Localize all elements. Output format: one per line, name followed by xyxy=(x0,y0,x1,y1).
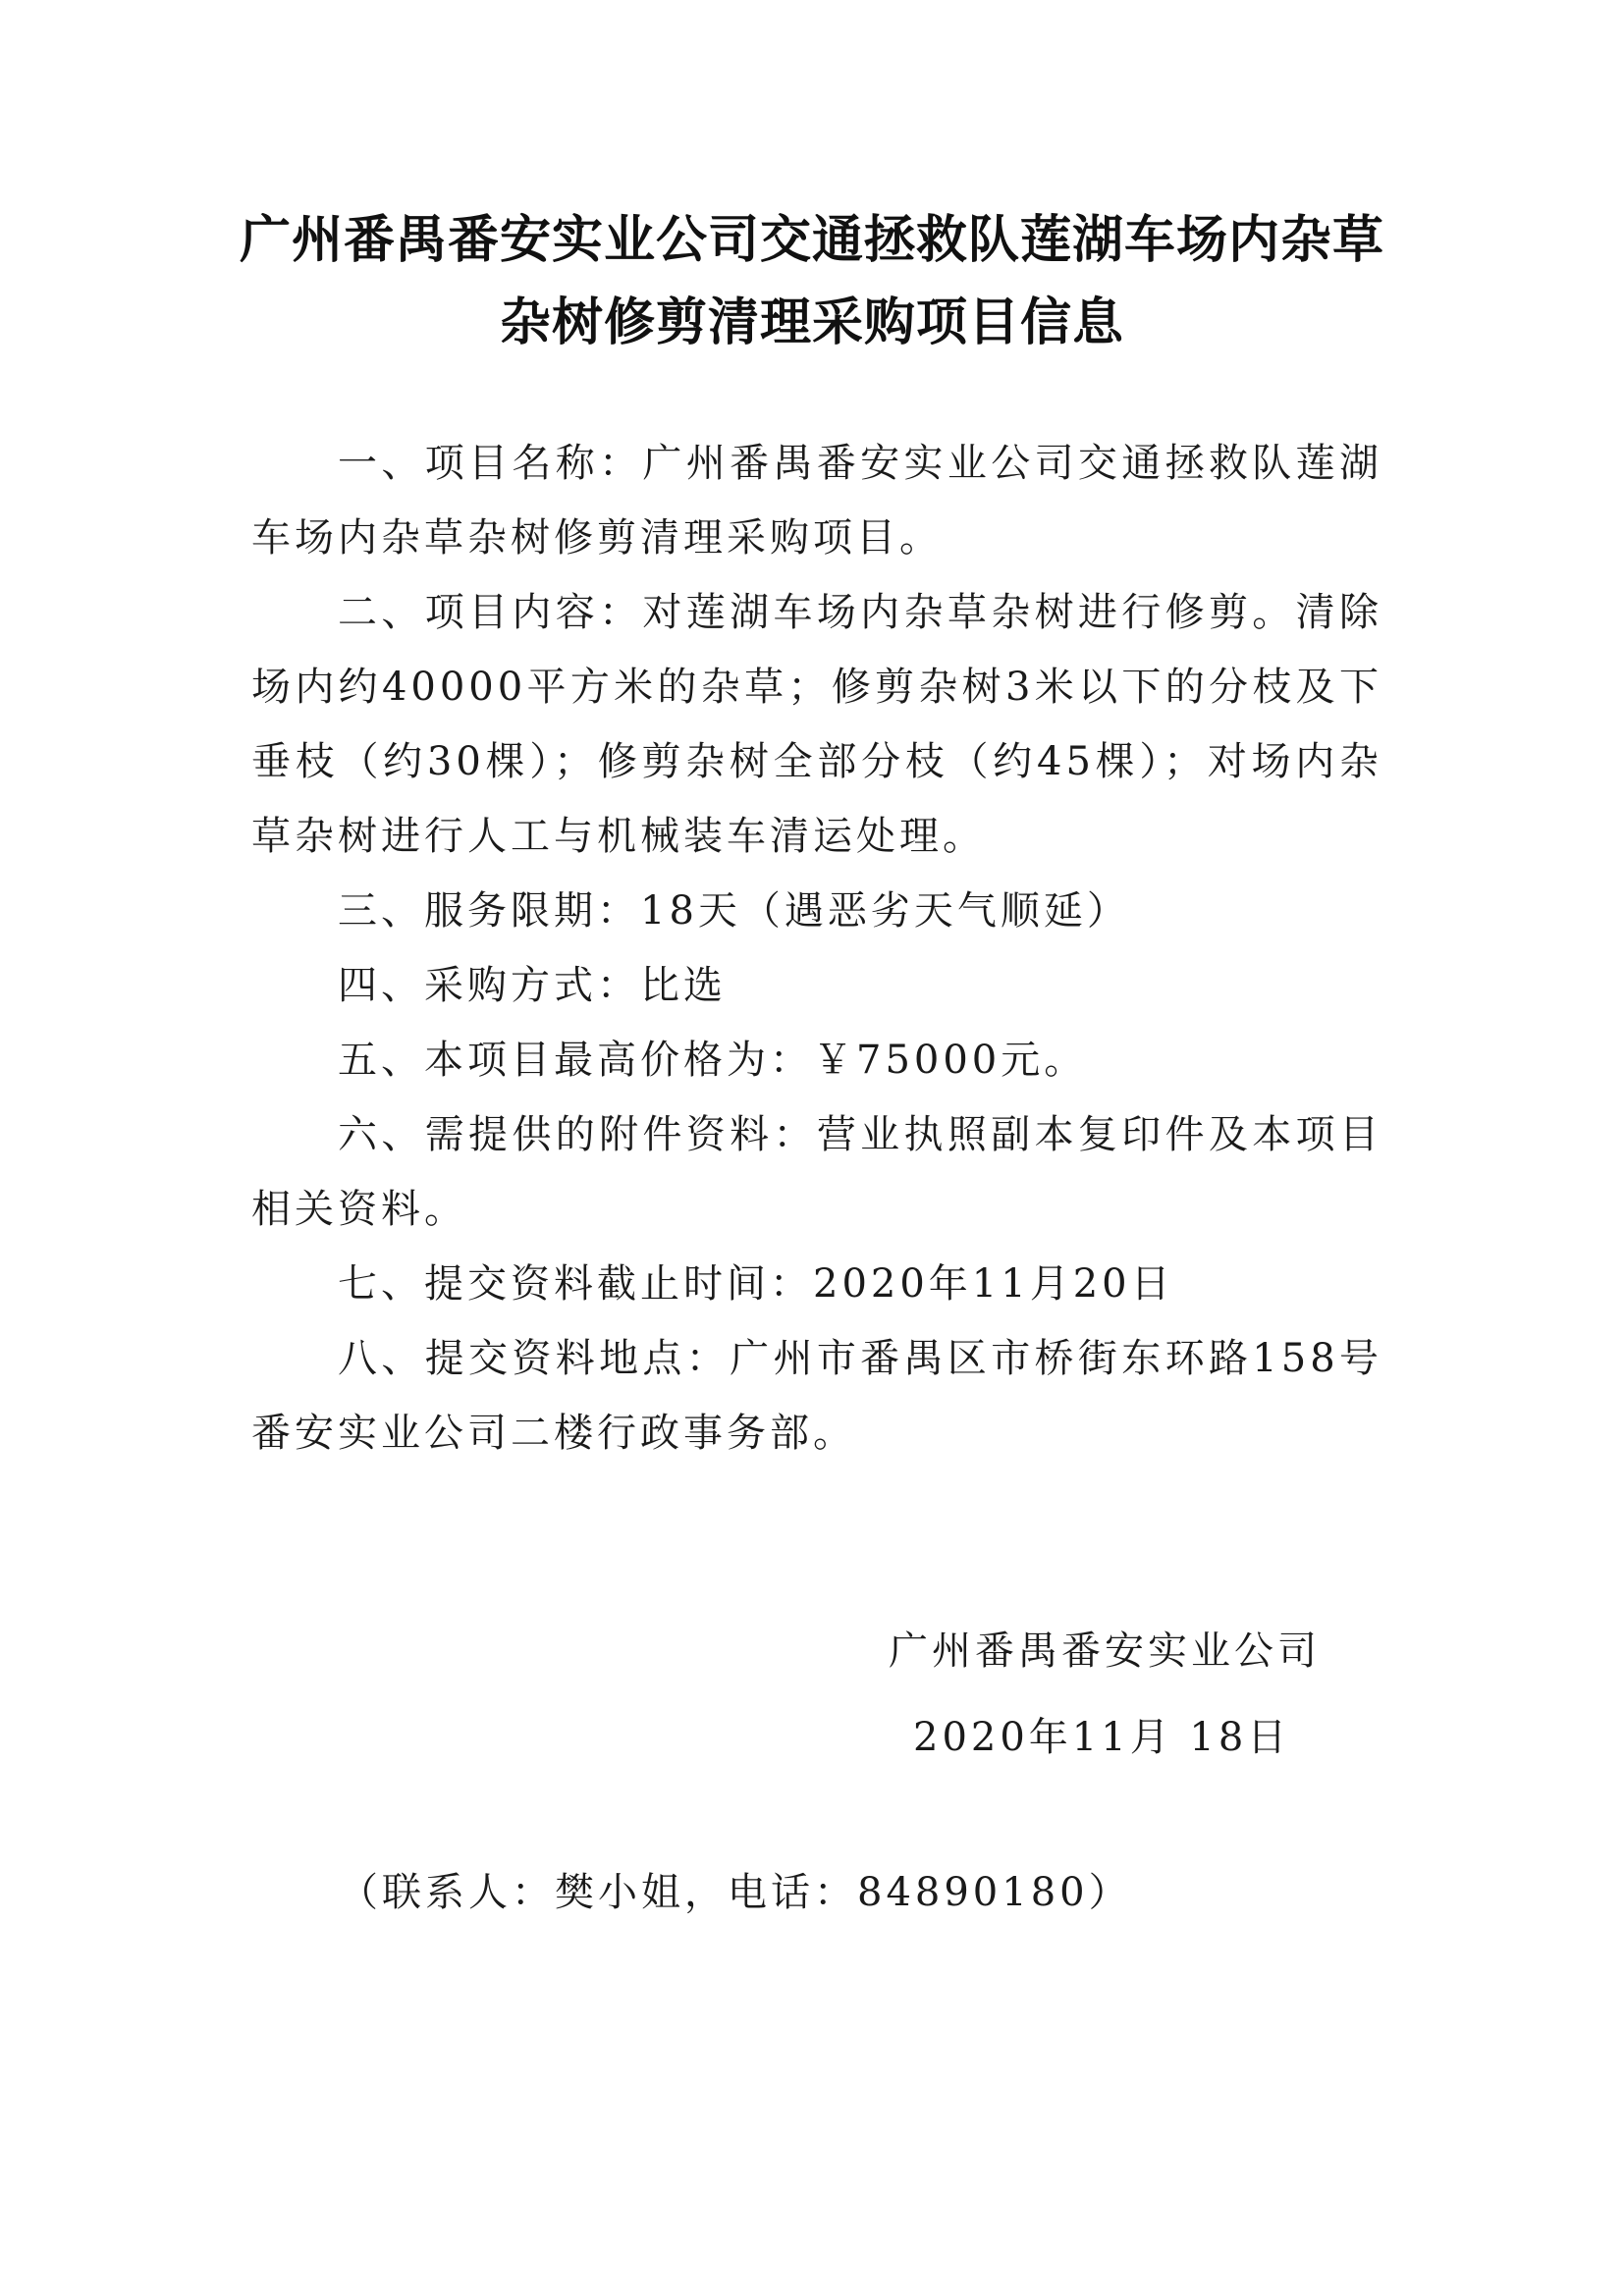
section-deadline: 七、提交资料截止时间：2020年11月20日 xyxy=(338,1261,1174,1307)
document-title xyxy=(236,199,1388,364)
section-project-content: 二、项目内容：对莲湖车场内杂草杂树进行修剪。清除场内约40000平方米的杂草；修剪杂树3米以下的分枝及下垂枝（约30棵）；修剪杂树全部分枝（约45棵）；对场内杂草杂树进行人工与机械装车清运处理。 xyxy=(251,590,1382,859)
title-line-1: 广州番禺番安实业公司交通拯救队莲湖车场内杂草 xyxy=(239,210,1384,270)
section-submission-location: 八、提交资料地点：广州市番禺区市桥街东环路158号番安实业公司二楼行政事务部。 xyxy=(251,1336,1382,1456)
signature-organization: 广州番禺番安实业公司 xyxy=(889,1629,1321,1674)
section-project-name: 一、项目名称：广州番禺番安实业公司交通拯救队莲湖车场内杂草杂树修剪清理采购项目。 xyxy=(251,441,1382,561)
section-max-price: 五、本项目最高价格为：￥75000元。 xyxy=(338,1038,1088,1083)
section-attachments: 六、需提供的附件资料：营业执照副本复印件及本项目相关资料。 xyxy=(251,1112,1382,1232)
signature-date: 2020年11月 18日 xyxy=(913,1715,1291,1760)
contact-info: （联系人：樊小姐，电话：84890180） xyxy=(339,1870,1132,1915)
section-service-period: 三、服务限期：18天（遇恶劣天气顺延） xyxy=(338,888,1130,934)
section-procurement-method: 四、采购方式：比选 xyxy=(338,963,727,1008)
document-body xyxy=(251,426,1382,1470)
title-line-2: 杂树修剪清理采购项目信息 xyxy=(499,293,1124,352)
